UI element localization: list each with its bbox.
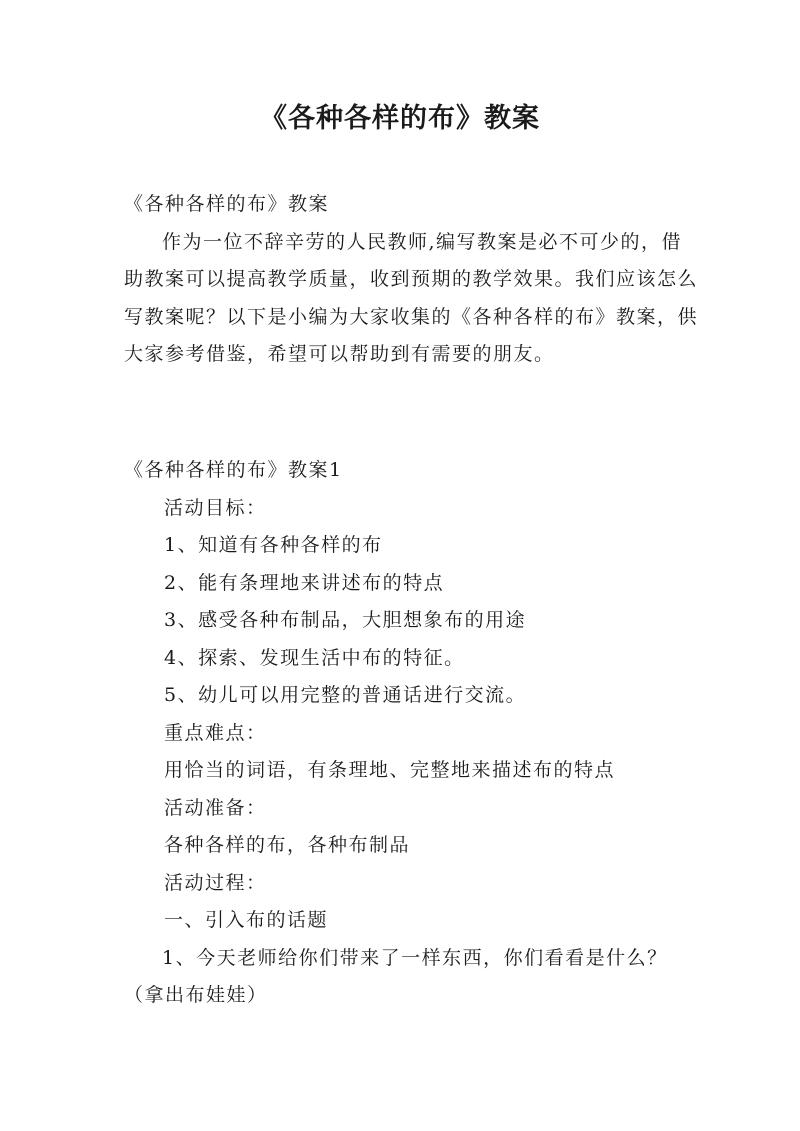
- goal-item: 4、探索、发现生活中布的特征。: [164, 646, 465, 669]
- section-label-process: 活动过程：: [164, 871, 267, 894]
- key-point-text: 用恰当的词语，有条理地、完整地来描述布的特点: [164, 759, 616, 781]
- intro-heading: 《各种各样的布》教案: [124, 193, 330, 215]
- document-title: 《各种各样的布》教案: [260, 103, 540, 134]
- goal-item: 1、知道有各种各样的布: [164, 534, 383, 556]
- lesson-heading: 《各种各样的布》教案1: [124, 459, 343, 481]
- intro-paragraph: 作为一位不辞辛劳的人民教师,编写教案是必不可少的，借助教案可以提高教学质量，收到预期的教学效果。我们应该怎么写教案呢？以下是小编为大家收集的《各种各样的布》教案，供大家参考借鉴，希望可以帮助到有需要的朋友。: [124, 230, 699, 365]
- preparation-text: 各种各样的布，各种布制品: [164, 834, 411, 856]
- goal-item: 3、感受各种布制品，大胆想象布的用途: [164, 609, 527, 631]
- lesson-section: [124, 452, 698, 1015]
- process-paragraph: 1、今天老师给你们带来了一样东西，你们看看是什么？（拿出布娃娃）: [124, 946, 668, 1006]
- process-step-heading: 一、引入布的话题: [164, 909, 329, 931]
- section-label-key-points: 重点难点：: [164, 721, 267, 744]
- intro-section: [124, 186, 698, 374]
- section-label-goals: 活动目标：: [164, 496, 267, 519]
- goal-item: 2、能有条理地来讲述布的特点: [164, 571, 445, 594]
- goal-item: 5、幼儿可以用完整的普通话进行交流。: [164, 684, 527, 706]
- section-label-preparation: 活动准备：: [164, 796, 267, 819]
